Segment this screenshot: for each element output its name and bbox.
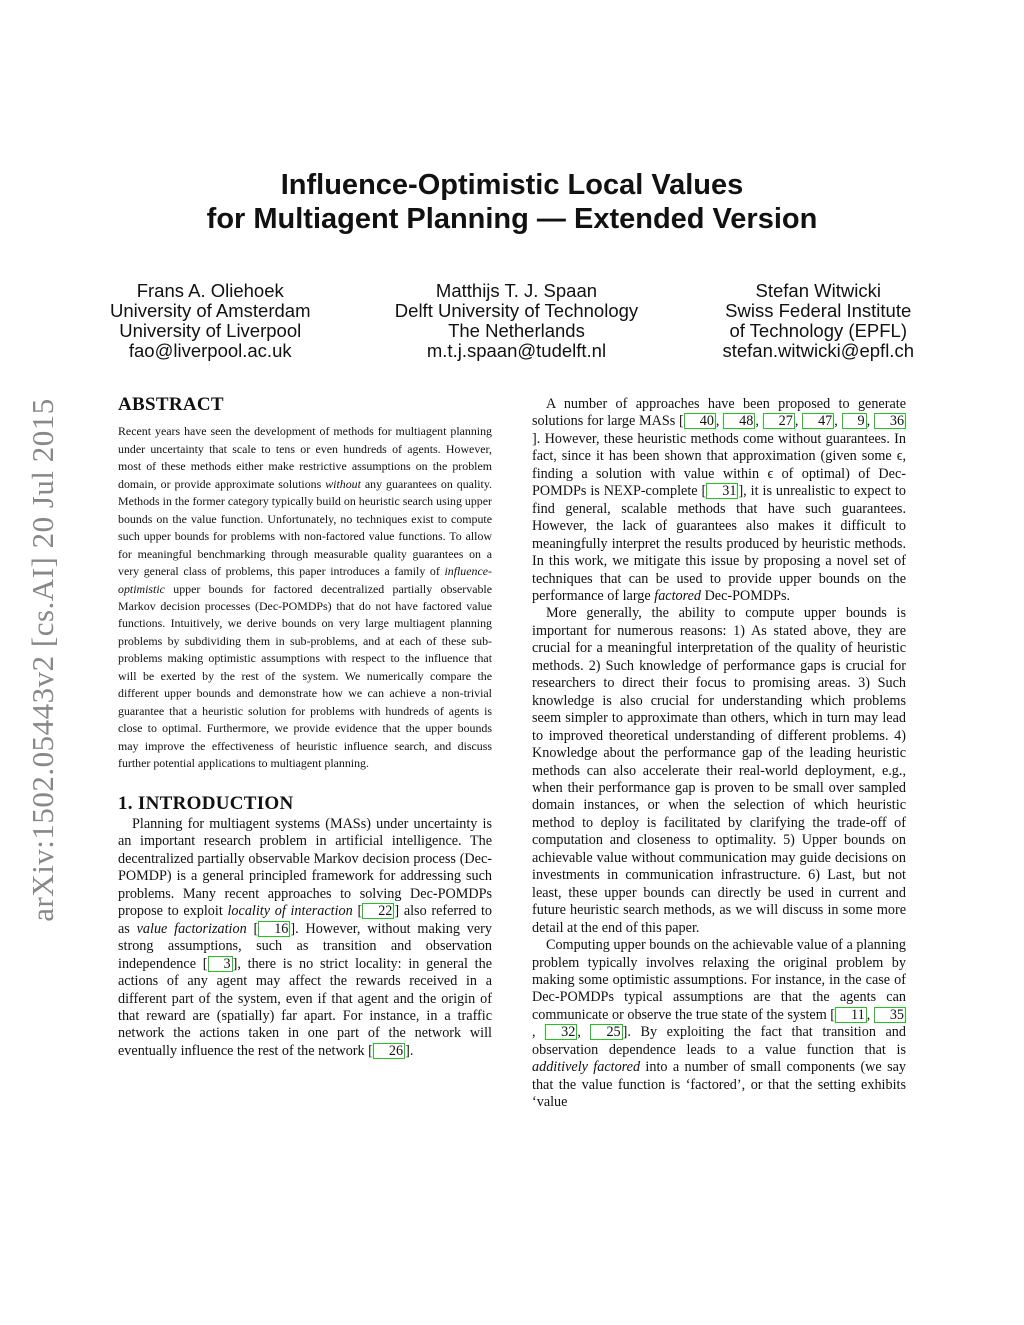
author-affiliation: Delft University of Technology bbox=[394, 300, 639, 321]
author-3 bbox=[722, 281, 914, 361]
author-name: Frans A. Oliehoek bbox=[136, 280, 284, 301]
citation-link[interactable]: 26 bbox=[373, 1043, 405, 1059]
author-block bbox=[110, 281, 914, 361]
author-name: Matthijs T. J. Spaan bbox=[435, 280, 598, 301]
author-name: Stefan Witwicki bbox=[755, 280, 881, 301]
citation-link[interactable]: 32 bbox=[545, 1024, 577, 1040]
paper-title: Influence-Optimistic Local Values for Multiagent Planning — Extended Version bbox=[206, 169, 818, 235]
citation-link[interactable]: 40 bbox=[684, 413, 716, 429]
intro-paragraph: Planning for multiagent systems (MASs) under uncertainty is an important research problem in artificial intelligence. The decentralized partially observable Markov decision process (Dec-POMDP) is a general principled framework for addressing such problems. Many recent approaches to solving Dec-POMDPs propose to exploit locality of interaction [ 22 ] also referred to as value factorization [ 16 ]. However, without making very strong assumptions, such as transition and observation independence [ 3 ], there is no strict locality: in general the actions of any agent may affect the rewards received in a different part of the system, even if that agent and the origin of that reward are (spatially) far apart. For instance, in a traffic network the actions taken in one part of the network will eventually influence the rest of the network [ 26 ]. bbox=[118, 815, 493, 1059]
citation-link[interactable]: 27 bbox=[763, 413, 795, 429]
citation-link[interactable]: 16 bbox=[258, 921, 290, 937]
abstract-heading: ABSTRACT bbox=[118, 394, 224, 415]
body-paragraph: A number of approaches have been proposed to generate solutions for large MASs [ 40 , 48 , 27 , 47 , 9 , 36]. However, these heuristic methods come without guarantees. In fact, since it has been shown that approximation (given some ϵ, finding a solution with value within ϵ of optimal) of Dec-POMDPs is NEXP-complete [ 31 ], it is unrealistic to expect to find general, scalable methods that have such guarantees. However, the lack of guarantees also makes it difficult to meaningfully interpret the results produced by heuristic methods. In this work, we mitigate this issue by proposing a novel set of techniques that can be used to provide upper bounds on the performance of large factored Dec-POMDPs. bbox=[532, 396, 906, 604]
author-affiliation: The Netherlands bbox=[448, 320, 585, 341]
right-column bbox=[532, 396, 906, 1112]
author-email: m.t.j.spaan@tudelft.nl bbox=[426, 340, 607, 361]
author-2 bbox=[395, 281, 638, 361]
author-1 bbox=[110, 281, 310, 361]
abstract-text: Recent years have seen the development of methods for multiagent planning under uncertainty that scale to tens or even hundreds of agents. However, most of these methods either make restrictive assumptions on the problem domain, or provide approximate solutions without any guarantees on quality. Methods in the former category typically build on heuristic search using upper bounds on the value function. Unfortunately, no techniques exist to compute such upper bounds for problems with non-factored value functions. To allow for meaningful benchmarking through measurable quality guarantees on a very general class of problems, this paper introduces a family of influence-optimistic upper bounds for factored decentralized partially observable Markov decision processes (Dec-POMDPs) that do not have factored value functions. Intuitively, we derive bounds on very large multiagent planning problems by subdividing them in sub-problems, and at each of these sub-problems making optimistic assumptions with respect to the influence that will be exerted by the rest of the system. We numerically compare the different upper bounds and demonstrate how we can achieve a non-trivial guarantee that a heuristic solution for problems with hundreds of agents is close to optimal. Furthermore, we provide evidence that the upper bounds may improve the effectiveness of heuristic influence search, and discuss further potential applications to multiagent planning. bbox=[118, 424, 493, 771]
citation-link[interactable]: 11 bbox=[835, 1007, 867, 1023]
citation-link[interactable]: 47 bbox=[802, 413, 834, 429]
author-affiliation: University of Liverpool bbox=[119, 320, 302, 341]
author-email: stefan.witwicki@epfl.ch bbox=[722, 340, 914, 361]
left-column bbox=[118, 396, 492, 1060]
author-email: fao@liverpool.ac.uk bbox=[128, 340, 292, 361]
citation-link[interactable]: 9 bbox=[842, 413, 867, 429]
arxiv-identifier: arXiv:1502.05443v2 [cs.AI] 20 Jul 2015 bbox=[25, 398, 60, 922]
author-affiliation: of Technology (EPFL) bbox=[729, 320, 907, 341]
body-paragraph: More generally, the ability to compute upper bounds is important for numerous reasons: 1) As stated above, they are crucial for a meaningful interpretation of the quality of heuristic methods. 2) Such knowledge of performance gaps is crucial for researchers to direct their focus to promising areas. 3) Such knowledge is also crucial for understanding which problems seem simpler to approximate than others, which in turn may lead to improved theoretical understanding of different problems. 4) Knowledge about the performance gap of the leading heuristic methods can also accelerate their real-world deployment, e.g., when their performance gap is proven to be small over sampled domain instances, or when the selection of which heuristic method to deploy is facilitated by clarifying the trade-off of computation and closeness to optimality. 5) Upper bounds on achievable value without communication may guide decisions on investments in communication infrastructure. 6) Last, but not least, these upper bounds can directly be used in current and future heuristic search methods, as we will discuss in some more detail at the end of this paper. bbox=[532, 605, 906, 936]
citation-link[interactable]: 25 bbox=[590, 1024, 622, 1040]
introduction-heading: 1. INTRODUCTION bbox=[118, 792, 294, 814]
author-affiliation: Swiss Federal Institute bbox=[725, 300, 912, 321]
citation-link[interactable]: 36 bbox=[874, 413, 906, 429]
citation-link[interactable]: 22 bbox=[362, 903, 394, 919]
author-affiliation: University of Amsterdam bbox=[110, 300, 311, 321]
citation-link[interactable]: 48 bbox=[723, 413, 755, 429]
citation-link[interactable]: 35 bbox=[874, 1007, 906, 1023]
citation-link[interactable]: 31 bbox=[706, 483, 738, 499]
body-paragraph: Computing upper bounds on the achievable value of a planning problem typically involves relaxing the original problem by making some optimistic assumptions. For instance, in the case of Dec-POMDPs typical assumptions are that the agents can communicate or observe the true state of the system [ 11 , 35, 32 , 25 ]. By exploiting the fact that transition and observation dependence leads to a value function that is additively factored into a number of small components (we say that the value function is ‘factored’, or that the setting exhibits ‘value bbox=[532, 937, 906, 1111]
citation-link[interactable]: 3 bbox=[208, 956, 233, 972]
